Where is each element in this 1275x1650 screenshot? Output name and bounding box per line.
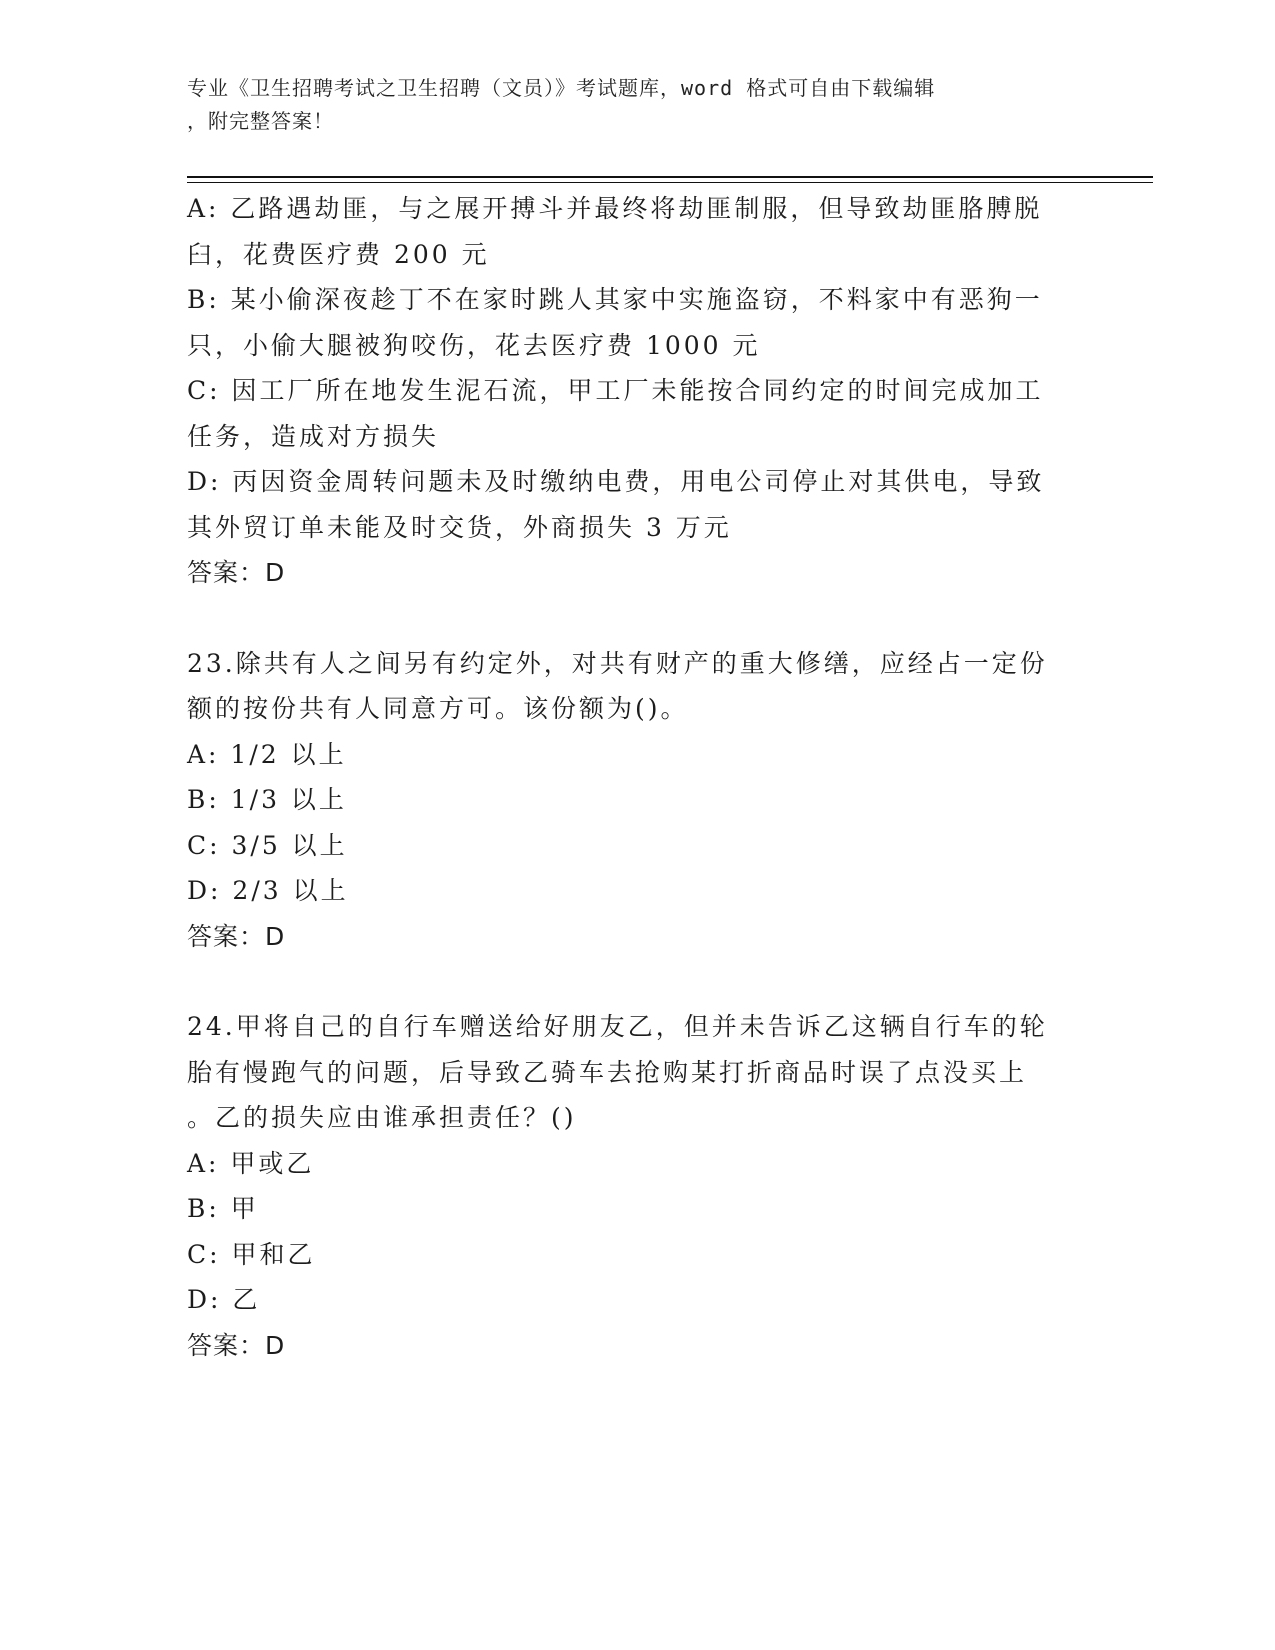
question-24-block xyxy=(187,1004,1067,1368)
header-line-1: 专业《卫生招聘考试之卫生招聘（文员）》考试题库，word 格式可自由下载编辑 xyxy=(187,76,936,100)
q23-option-b: B: 1/3 以上 xyxy=(187,785,347,814)
q22-option-c-line-2: 任务，造成对方损失 xyxy=(187,421,440,451)
q22-option-b-line-1: B: 某小偷深夜趁丁不在家时跳人其家中实施盗窃，不料家中有恶狗一 xyxy=(187,285,1043,314)
question-23-block xyxy=(187,641,1067,960)
header-divider-thin xyxy=(187,182,1153,183)
q22-option-c-line-1: C: 因工厂所在地发生泥石流，甲工厂未能按合同约定的时间完成加工 xyxy=(187,376,1044,405)
q24-stem-line-3: 。乙的损失应由谁承担责任？() xyxy=(187,1103,577,1132)
q24-stem-line-1: 24.甲将自己的自行车赠送给好朋友乙，但并未告诉乙这辆自行车的轮 xyxy=(187,1012,1048,1041)
q23-option-d: D: 2/3 以上 xyxy=(187,876,349,905)
q24-option-c: C: 甲和乙 xyxy=(187,1239,316,1269)
q22-option-b-line-2: 只，小偷大腿被狗咬伤，花去医疗费 1000 元 xyxy=(187,330,761,360)
header-divider-thick xyxy=(187,176,1153,178)
q23-answer: 答案：D xyxy=(187,921,286,951)
q24-option-a: A: 甲或乙 xyxy=(187,1148,315,1178)
document-header xyxy=(187,72,1067,138)
question-22-block xyxy=(187,186,1067,596)
q24-stem-line-2: 胎有慢跑气的问题，后导致乙骑车去抢购某打折商品时误了点没买上 xyxy=(187,1057,1028,1087)
q24-option-d: D: 乙 xyxy=(187,1285,261,1314)
q23-option-a: A: 1/2 以上 xyxy=(187,739,347,769)
q23-stem-line-1: 23.除共有人之间另有约定外，对共有财产的重大修缮，应经占一定份 xyxy=(187,648,1048,678)
q24-option-b: B: 甲 xyxy=(187,1194,259,1223)
q22-option-d-line-1: D: 丙因资金周转问题未及时缴纳电费，用电公司停止对其供电，导致 xyxy=(187,467,1045,496)
question-content xyxy=(187,186,1067,1368)
q24-answer: 答案：D xyxy=(187,1330,286,1360)
spacer xyxy=(187,596,1067,641)
q22-answer: 答案：D xyxy=(187,558,286,587)
q22-option-a-line-1: A: 乙路遇劫匪，与之展开搏斗并最终将劫匪制服，但导致劫匪胳膊脱 xyxy=(187,194,1043,223)
q23-option-c: C: 3/5 以上 xyxy=(187,830,348,860)
q22-option-a-line-2: 臼，花费医疗费 200 元 xyxy=(187,239,490,269)
spacer xyxy=(187,959,1067,1004)
q22-option-d-line-2: 其外贸订单未能及时交货，外商损失 3 万元 xyxy=(187,512,732,542)
q23-stem-line-2: 额的按份共有人同意方可。该份额为()。 xyxy=(187,694,689,723)
header-line-2: ，附完整答案！ xyxy=(187,109,334,133)
